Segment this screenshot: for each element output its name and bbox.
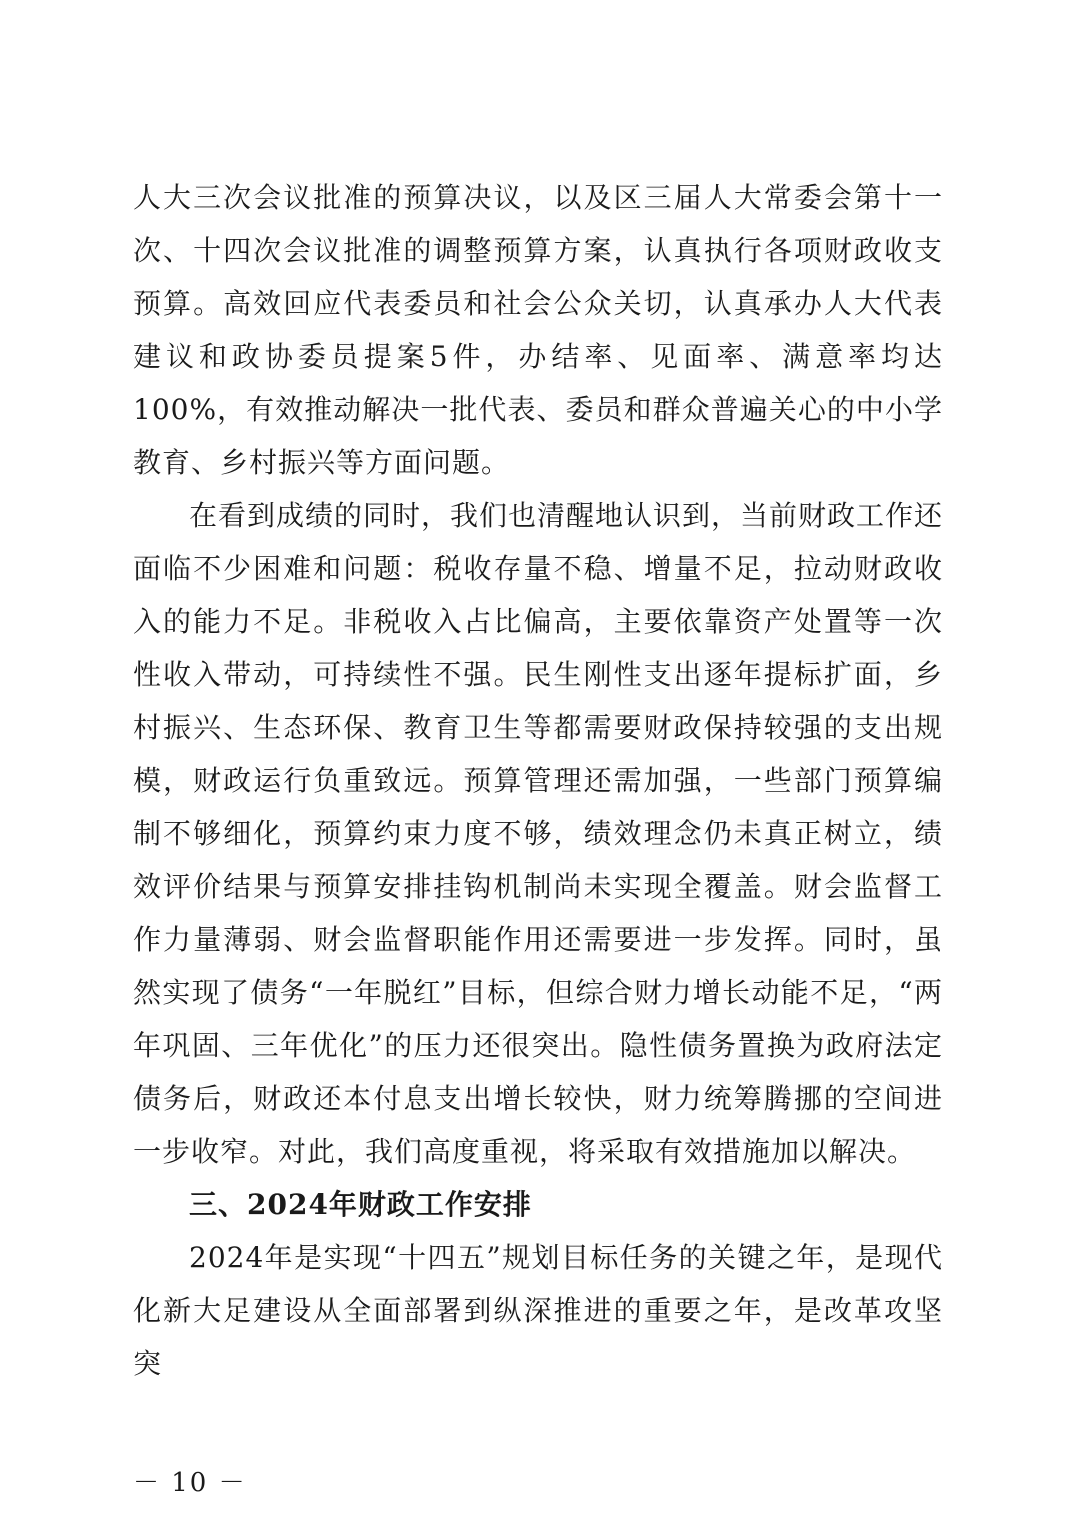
document-body: [133, 171, 943, 1390]
paragraph-2024-outlook: 2024年是实现“十四五”规划目标任务的关键之年，是现代化新大足建设从全面部署到纵深推进的重要之年，是改革攻坚突: [133, 1241, 943, 1380]
paragraph-budget-execution: 人大三次会议批准的预算决议，以及区三届人大常委会第十一次、十四次会议批准的调整预算方案，认真执行各项财政收支预算。高效回应代表委员和社会公众关切，认真承办人大代表建议和政协委员提案5件，办结率、见面率、满意率均达100%，有效推动解决一批代表、委员和群众普遍关心的中小学教育、乡村振兴等方面问题。: [133, 181, 943, 479]
section-heading: 三、2024年财政工作安排: [189, 1188, 532, 1221]
paragraph-difficulties: 在看到成绩的同时，我们也清醒地认识到，当前财政工作还面临不少困难和问题：税收存量不稳、增量不足，拉动财政收入的能力不足。非税收入占比偏高，主要依靠资产处置等一次性收入带动，可持续性不强。民生刚性支出逐年提标扩面，乡村振兴、生态环保、教育卫生等都需要财政保持较强的支出规模，财政运行负重致远。预算管理还需加强，一些部门预算编制不够细化，预算约束力度不够，绩效理念仍未真正树立，绩效评价结果与预算安排挂钩机制尚未实现全覆盖。财会监督工作力量薄弱、财会监督职能作用还需要进一步发挥。同时，虽然实现了债务“一年脱红”目标，但综合财力增长动能不足，“两年巩固、三年优化”的压力还很突出。隐性债务置换为政府法定债务后，财政还本付息支出增长较快，财力统筹腾挪的空间进一步收窄。对此，我们高度重视，将采取有效措施加以解决。: [133, 499, 944, 1168]
page-number: － 10 －: [133, 1468, 247, 1498]
